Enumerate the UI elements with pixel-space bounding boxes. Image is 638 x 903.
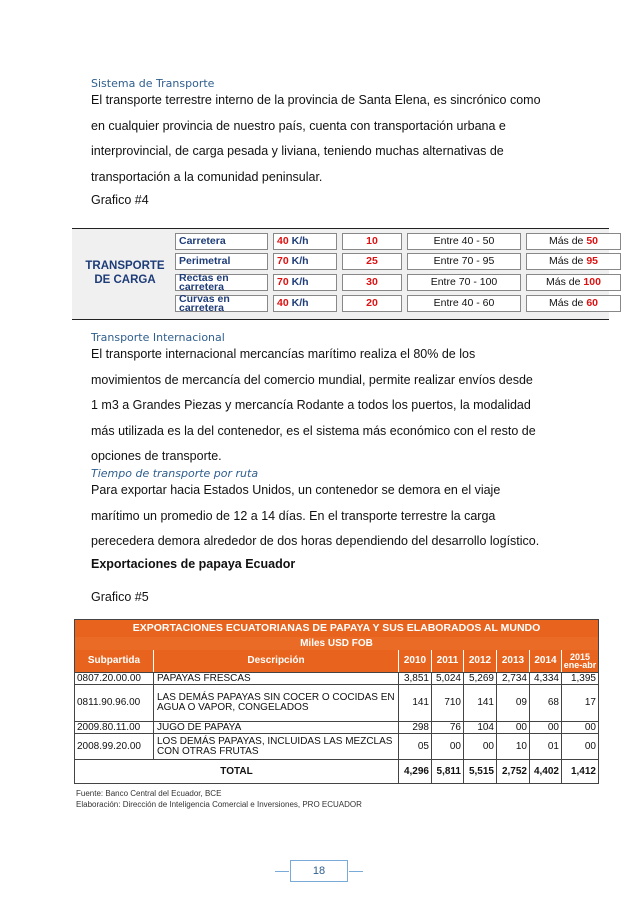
total-value-cell: 4,402 — [529, 759, 561, 783]
text-line: opciones de transporte. — [91, 449, 222, 463]
transport-speed — [273, 274, 337, 291]
value-cell: 141 — [463, 684, 496, 721]
column-header: 2011 — [431, 650, 463, 672]
column-header: Descripción — [153, 650, 398, 672]
value-cell: 09 — [496, 684, 529, 721]
transport-table-title — [80, 259, 170, 287]
transport-table — [72, 228, 609, 320]
value-cell: 00 — [431, 733, 463, 759]
value-cell: 00 — [561, 733, 598, 759]
description-cell: LOS DEMÁS PAPAYAS, INCLUIDAS LAS MEZCLAS CON OTRAS FRUTAS — [153, 733, 398, 759]
column-header: 2014 — [529, 650, 561, 672]
transport-type: Rectas en carretera — [175, 274, 268, 291]
column-header: 2010 — [398, 650, 431, 672]
total-label: TOTAL — [75, 759, 398, 783]
transport-speed — [273, 233, 337, 250]
text-line: marítimo un promedio de 12 a 14 días. En el transporte terrestre la carga — [91, 508, 496, 523]
transport-max — [526, 274, 621, 291]
text-line: movimientos de mercancía del comercio mundial, permite realizar envíos desde — [91, 372, 533, 387]
value-cell: 1,395 — [561, 672, 598, 684]
transport-range: Entre 40 - 50 — [407, 233, 521, 250]
figure-caption-grafico-5: Grafico #5 — [91, 590, 149, 604]
total-value-cell: 5,811 — [431, 759, 463, 783]
transport-max — [526, 253, 621, 270]
subpartida-cell: 2008.99.20.00 — [75, 733, 153, 759]
subpartida-cell: 0807.20.00.00 — [75, 672, 153, 684]
transport-type: Carretera — [175, 233, 268, 250]
value-cell: 05 — [398, 733, 431, 759]
transport-count: 30 — [342, 274, 402, 291]
value-cell: 68 — [529, 684, 561, 721]
transport-type: Curvas en carretera — [175, 295, 268, 312]
total-value-cell: 2,752 — [496, 759, 529, 783]
speed-value: 70 — [277, 276, 289, 288]
max-prefix: Más de — [548, 235, 584, 247]
transport-range: Entre 70 - 100 — [407, 274, 521, 291]
speed-unit: K/h — [291, 297, 309, 309]
text-line: El transporte terrestre interno de la provincia de Santa Elena, es sincrónico como — [91, 93, 541, 107]
value-cell: 4,334 — [529, 672, 561, 684]
speed-unit: K/h — [291, 235, 309, 247]
text-line: en cualquier provincia de nuestro país, cuenta con transportación urbana e — [91, 118, 506, 133]
max-value: 95 — [586, 255, 599, 267]
transport-max — [526, 233, 621, 250]
description-cell: LAS DEMÁS PAPAYAS SIN COCER O COCIDAS EN AGUA O VAPOR, CONGELADOS — [153, 684, 398, 721]
speed-value: 70 — [277, 255, 289, 267]
figure-caption-grafico-4: Grafico #4 — [91, 193, 149, 207]
value-cell: 5,269 — [463, 672, 496, 684]
text-line: interprovincial, de carga pesada y liviana, teniendo muchas alternativas de — [91, 144, 504, 158]
paragraph-tiempo-transporte — [91, 478, 547, 555]
speed-unit: K/h — [291, 276, 309, 288]
description-cell: PAPAYAS FRESCAS — [153, 672, 398, 684]
value-cell: 17 — [561, 684, 598, 721]
transport-row — [175, 251, 638, 272]
section-heading-transporte-internacional: Transporte Internacional — [91, 331, 225, 344]
column-header: 2013 — [496, 650, 529, 672]
speed-unit: K/h — [291, 255, 309, 267]
paragraph-transporte-internacional — [91, 342, 547, 470]
max-value: 60 — [586, 297, 599, 309]
export-table-title: EXPORTACIONES ECUATORIANAS DE PAPAYA Y SUS ELABORADOS AL MUNDO — [75, 620, 598, 637]
transport-row — [175, 231, 638, 252]
paragraph-sistema-transporte — [91, 88, 547, 190]
value-cell: 104 — [463, 721, 496, 733]
transport-speed — [273, 295, 337, 312]
transport-row — [175, 293, 638, 314]
value-cell: 00 — [561, 721, 598, 733]
transport-title-line: TRANSPORTE — [85, 260, 165, 272]
value-cell: 00 — [529, 721, 561, 733]
text-line: El transporte internacional mercancías marítimo realiza el 80% de los — [91, 347, 476, 361]
value-cell: 01 — [529, 733, 561, 759]
text-line: 1 m3 a Grandes Piezas y mercancía Rodante a todos los puertos, la modalidad — [91, 398, 531, 412]
subpartida-cell: 2009.80.11.00 — [75, 721, 153, 733]
max-value: 100 — [583, 276, 601, 288]
transport-row — [175, 272, 638, 293]
column-header: 2012 — [463, 650, 496, 672]
max-value: 50 — [586, 235, 599, 247]
total-value-cell: 1,412 — [561, 759, 598, 783]
page-number: 18 — [290, 860, 348, 882]
export-table-subtitle: Miles USD FOB — [75, 637, 598, 650]
value-cell: 5,024 — [431, 672, 463, 684]
subpartida-cell: 0811.90.96.00 — [75, 684, 153, 721]
elaboration-note: Elaboración: Dirección de Inteligencia Comercial e Inversiones, PRO ECUADOR — [76, 800, 362, 809]
speed-value: 40 — [277, 297, 289, 309]
value-cell: 10 — [496, 733, 529, 759]
value-cell: 298 — [398, 721, 431, 733]
export-table — [74, 619, 599, 784]
total-value-cell: 4,296 — [398, 759, 431, 783]
speed-value: 40 — [277, 235, 289, 247]
transport-type: Perimetral — [175, 253, 268, 270]
source-note: Fuente: Banco Central del Ecuador, BCE — [76, 789, 222, 798]
text-line: Para exportar hacia Estados Unidos, un contenedor se demora en el viaje — [91, 483, 501, 497]
value-cell: 00 — [496, 721, 529, 733]
transport-max — [526, 295, 621, 312]
value-cell: 00 — [463, 733, 496, 759]
column-header: Subpartida — [75, 650, 153, 672]
text-line: perecedera demora alrededor de dos horas dependiendo del desarrollo logístico. — [91, 534, 540, 548]
section-heading-tiempo-transporte: Tiempo de transporte por ruta — [91, 467, 259, 480]
section-heading-sistema-transporte: Sistema de Transporte — [91, 77, 215, 90]
transport-title-line: DE CARGA — [94, 274, 156, 286]
column-header: 2015 ene-abr — [561, 650, 598, 672]
max-prefix: Más de — [546, 276, 581, 288]
text-line: más utilizada es la del contenedor, es el sistema más económico con el resto de — [91, 423, 536, 438]
value-cell: 76 — [431, 721, 463, 733]
max-prefix: Más de — [548, 297, 584, 309]
total-value-cell: 5,515 — [463, 759, 496, 783]
transport-range: Entre 70 - 95 — [407, 253, 521, 270]
value-cell: 2,734 — [496, 672, 529, 684]
section-heading-exportaciones: Exportaciones de papaya Ecuador — [91, 557, 296, 571]
value-cell: 710 — [431, 684, 463, 721]
max-prefix: Más de — [548, 255, 584, 267]
value-cell: 3,851 — [398, 672, 431, 684]
value-cell: 141 — [398, 684, 431, 721]
transport-count: 20 — [342, 295, 402, 312]
transport-range: Entre 40 - 60 — [407, 295, 521, 312]
transport-count: 25 — [342, 253, 402, 270]
transport-count: 10 — [342, 233, 402, 250]
transport-speed — [273, 253, 337, 270]
description-cell: JUGO DE PAPAYA — [153, 721, 398, 733]
text-line: transportación a la comunidad peninsular. — [91, 169, 323, 184]
